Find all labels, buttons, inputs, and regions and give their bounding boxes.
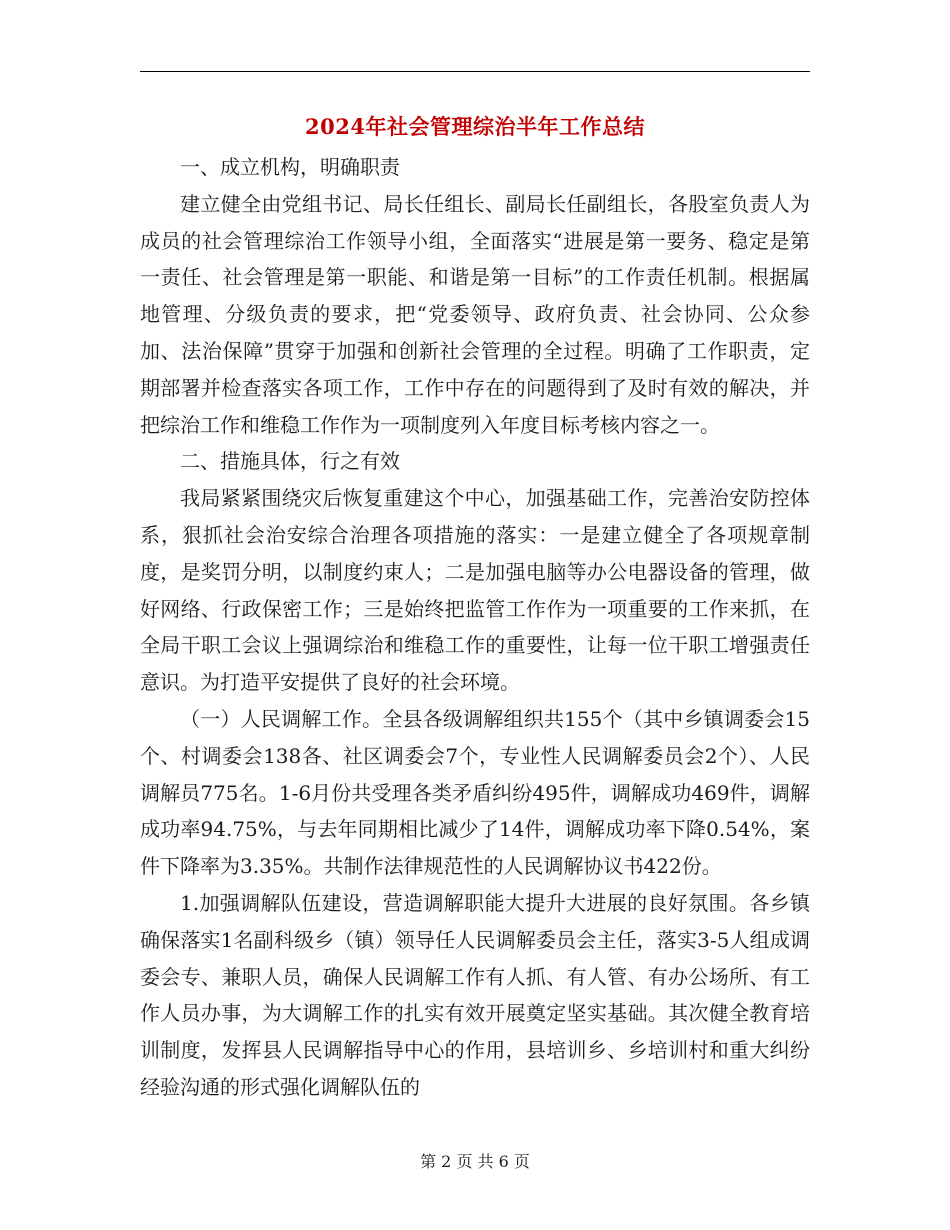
section-heading-2: 二、措施具体，行之有效 — [180, 449, 400, 474]
body-paragraph: 我局紧紧围绕灾后恢复重建这个中心，加强基础工作，完善治安防控体系，狠抓社会治安综合治理各项措施的落实：一是建立健全了各项规章制度，是奖罚分明，以制度约束人；二是加强电脑等办公电器设备的管理，做好网络、行政保密工作；三是始终把监管工作作为一项重要的工作来抓，在全局干职工会议上强调综治和维稳工作的重要性，让每一位干职工增强责任意识。为打造平安提供了良好的社会环境。 — [140, 486, 810, 695]
numbered-paragraph: 1.加强调解队伍建设，营造调解职能大提升大进展的良好氛围。各乡镇确保落实1名副科级乡（镇）领导任人民调解委员会主任，落实3-5人组成调委会专、兼职人员，确保人民调解工作有人抓、有人管、有办公场所、有工作人员办事，为大调解工作的扎实有效开展奠定坚实基础。其次健全教育培训制度，发挥县人民调解指导中心的作用，县培训乡、乡培训村和重大纠纷经验沟通的形式强化调解队伍的 — [140, 890, 810, 1099]
page-number-footer: 第 2 页 共 6 页 — [420, 1152, 530, 1171]
subsection-paragraph: （一）人民调解工作。全县各级调解组织共155个（其中乡镇调委会15个、村调委会138各、社区调委会7个，专业性人民调解委员会2个）、人民调解员775名。1-6月份共受理各类矛盾纠纷495件，调解成功469件，调解成功率94.75%，与去年同期相比减少了14件，调解成功率下降0.54%，案件下降率为3.35%。共制作法律规范性的人民调解协议书422份。 — [140, 706, 810, 879]
section-heading-1: 一、成立机构，明确职责 — [180, 155, 400, 179]
body-paragraph: 建立健全由党组书记、局长任组长、副局长任副组长，各股室负责人为成员的社会管理综治工作领导小组，全面落实“进展是第一要务、稳定是第一责任、社会管理是第一职能、和谐是第一目标”的工作责任机制。根据属地管理、分级负责的要求，把“党委领导、政府负责、社会协同、公众参加、法治保障”贯穿于加强和创新社会管理的全过程。明确了工作职责，定期部署并检查落实各项工作，工作中存在的问题得到了及时有效的解决，并把综治工作和维稳工作作为一项制度列入年度目标考核内容之一。 — [140, 191, 810, 437]
document-title: 2024年社会管理综治半年工作总结 — [305, 114, 645, 139]
header-rule — [140, 71, 810, 72]
document-body — [140, 149, 810, 1106]
